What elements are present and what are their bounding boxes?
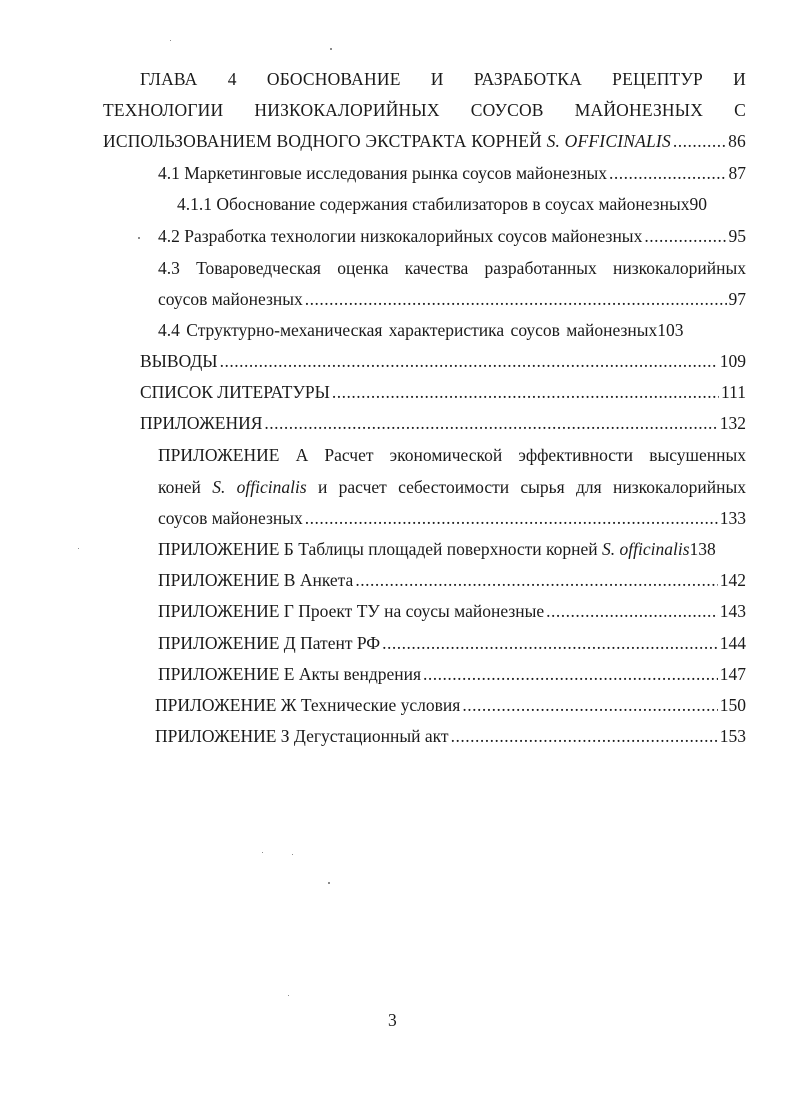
scan-speck [138, 237, 140, 239]
leader-dots [609, 162, 727, 184]
toc-entry-text: 4.4 Структурно-механическая характеристика соусов майонезных [158, 320, 658, 340]
toc-entry-app-zh [155, 694, 746, 716]
toc-entry-app-v [158, 569, 746, 591]
leader-dots [382, 632, 718, 654]
toc-entry-text: 4.1 Маркетинговые исследования рынка соусов майонезных [158, 163, 607, 183]
toc-entry-text: ПРИЛОЖЕНИЕ В Анкета [158, 570, 354, 590]
scan-speck [288, 995, 289, 996]
scan-speck [330, 48, 332, 50]
toc-entry-references [140, 381, 746, 403]
toc-entry-text: ПРИЛОЖЕНИЕ Д Патент РФ [158, 633, 381, 653]
toc-entry-app-a-line2: коней S. officinalis и расчет себестоимости сырья для низкокалорийных [158, 477, 746, 497]
toc-entry-page: 133 [719, 508, 746, 528]
toc-entry-appendices [140, 412, 746, 434]
toc-entry-page: 90 [689, 194, 707, 214]
toc-entry-4-4 [158, 319, 768, 341]
toc-entry-page: 153 [719, 726, 746, 746]
toc-entry-4-3-line2 [158, 288, 746, 310]
toc-entry-text: ВЫВОДЫ [140, 351, 218, 371]
leader-dots [451, 725, 718, 747]
toc-entry-page: 103 [657, 320, 684, 340]
toc-entry-text: ПРИЛОЖЕНИЕ З Дегустационный акт [155, 726, 449, 746]
scan-speck [170, 40, 171, 41]
toc-entry-app-g [158, 600, 746, 622]
chapter4-line2: ТЕХНОЛОГИИ НИЗКОКАЛОРИЙНЫХ СОУСОВ МАЙОНЕЗНЫХ С [103, 100, 746, 120]
scan-speck [292, 854, 293, 855]
toc-entry-text: 4.1.1 Обоснование содержания стабилизаторов в соусах майонезных [177, 194, 690, 214]
chapter4-line3 [103, 130, 746, 152]
leader-dots [423, 663, 718, 685]
leader-dots [673, 130, 726, 152]
toc-entry-page: 138 [689, 539, 716, 559]
toc-entry-conclusions [140, 350, 746, 372]
toc-entry-app-d [158, 632, 746, 654]
toc-entry-page: 144 [719, 633, 746, 653]
chapter4-line1: ГЛАВА 4 ОБОСНОВАНИЕ И РАЗРАБОТКА РЕЦЕПТУР И [140, 69, 746, 89]
toc-entry-text: ПРИЛОЖЕНИЕ Ж Технические условия [155, 695, 461, 715]
toc-entry-text: СПИСОК ЛИТЕРАТУРЫ [140, 382, 330, 402]
toc-entry-4-3-line1: 4.3 Товароведческая оценка качества разработанных низкокалорийных [158, 258, 746, 278]
leader-dots [644, 225, 726, 247]
toc-entry-text: ПРИЛОЖЕНИЯ [140, 413, 263, 433]
toc-entry-app-b [158, 538, 764, 560]
toc-entry-page: 132 [719, 413, 746, 433]
toc-entry-text: соусов майонезных [158, 508, 303, 528]
toc-entry-page: 87 [728, 163, 746, 183]
page-number: 3 [388, 1010, 397, 1030]
toc-entry-text: 4.2 Разработка технологии низкокалорийных соусов майонезных [158, 226, 643, 246]
leader-dots [462, 694, 717, 716]
toc-entry-4-1 [158, 162, 746, 184]
toc-entry-page: 95 [728, 226, 746, 246]
leader-dots [305, 288, 727, 310]
leader-dots [355, 569, 717, 591]
leader-dots [305, 507, 718, 529]
toc-entry-app-a-line3 [158, 507, 746, 529]
toc-entry-app-z [155, 725, 746, 747]
toc-entry-page: 111 [721, 382, 746, 402]
toc-entry-text: соусов майонезных [158, 289, 303, 309]
scan-speck [262, 852, 263, 853]
leader-dots [332, 381, 719, 403]
toc-entry-4-1-1 [177, 193, 751, 215]
toc-entry-page: 150 [719, 695, 746, 715]
toc-entry-4-2 [158, 225, 746, 247]
leader-dots [546, 600, 718, 622]
leader-dots [264, 412, 717, 434]
toc-entry-page: 97 [728, 289, 746, 309]
scan-speck [78, 548, 79, 549]
toc-entry-text: ПРИЛОЖЕНИЕ Е Акты вендрения [158, 664, 422, 684]
chapter4-page: 86 [728, 131, 746, 151]
toc-entry-page: 143 [719, 601, 746, 621]
toc-entry-page: 142 [719, 570, 746, 590]
scan-speck [328, 882, 330, 884]
chapter4-line3-text: ИСПОЛЬЗОВАНИЕМ ВОДНОГО ЭКСТРАКТА КОРНЕЙ S. OFFICINALIS [103, 131, 671, 151]
leader-dots [220, 350, 718, 372]
toc-entry-text: ПРИЛОЖЕНИЕ Г Проект ТУ на соусы майонезные [158, 601, 545, 621]
toc-entry-text: ПРИЛОЖЕНИЕ Б Таблицы площадей поверхности корней S. officinalis [158, 539, 690, 559]
toc-entry-page: 109 [719, 351, 746, 371]
toc-entry-app-a-line1: ПРИЛОЖЕНИЕ А Расчет экономической эффективности высушенных [158, 445, 746, 465]
toc-entry-page: 147 [719, 664, 746, 684]
toc-entry-app-e [158, 663, 746, 685]
